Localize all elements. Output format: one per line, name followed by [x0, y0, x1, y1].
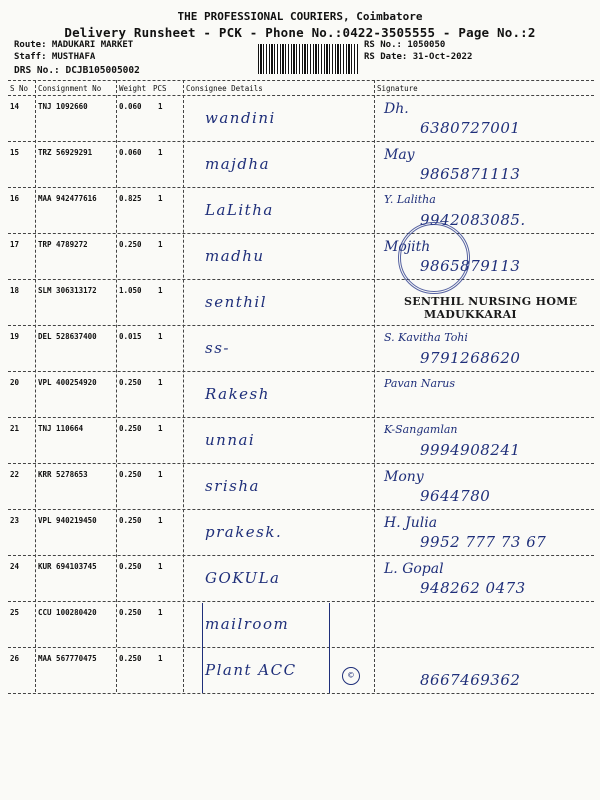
- row-consignee-name: Plant ACC: [205, 661, 297, 679]
- col-header-sno: S No: [10, 84, 29, 93]
- row-pcs: 1: [158, 102, 163, 111]
- runsheet-subtitle: Delivery Runsheet - PCK - Phone No.:0422-3505555 - Page No.:2: [64, 25, 536, 40]
- company-title: THE PROFESSIONAL COURIERS, Coimbatore: [177, 10, 423, 23]
- row-signature: Pavan Narus: [384, 377, 455, 390]
- row-weight: 0.250: [119, 516, 142, 525]
- row-pcs: 1: [158, 516, 163, 525]
- staff-label: Staff: MUSTHAFA: [14, 52, 96, 62]
- row-consignment-no: CCU 100280420: [38, 608, 97, 617]
- table-top-rule: [8, 80, 594, 81]
- row-pcs: 1: [158, 608, 163, 617]
- row-consignee-name: ss-: [205, 339, 230, 357]
- row-weight: 0.060: [119, 148, 142, 157]
- row-consignment-no: TRP 4789272: [38, 240, 88, 249]
- row-consignment-no: DEL 528637400: [38, 332, 97, 341]
- row-sno: 22: [10, 470, 20, 479]
- row-signature: Mony: [384, 469, 424, 485]
- row-weight: 0.250: [119, 424, 142, 433]
- row-phone: 6380727001: [420, 119, 521, 137]
- row-sno: 19: [10, 332, 20, 341]
- col-header-weight: Weight: [119, 84, 147, 93]
- row-weight: 0.250: [119, 608, 142, 617]
- row-weight: 0.250: [119, 562, 142, 571]
- row-signature: L. Gopal: [384, 561, 444, 577]
- row-divider: [8, 509, 594, 510]
- row-consignee-name: unnai: [205, 431, 256, 449]
- row-consignment-no: TNJ 1092660: [38, 102, 88, 111]
- row-consignee-name: Rakesh: [205, 385, 270, 403]
- row-weight: 0.825: [119, 194, 142, 203]
- row-weight: 1.050: [119, 286, 142, 295]
- row-sno: 18: [10, 286, 20, 295]
- row-divider: [8, 279, 594, 280]
- row-divider: [8, 417, 594, 418]
- row-pcs: 1: [158, 332, 163, 341]
- row-divider: [8, 141, 594, 142]
- row-consignee-name: wandini: [205, 109, 276, 127]
- row-divider: [8, 601, 594, 602]
- row-consignment-no: VPL 940219450: [38, 516, 97, 525]
- row-weight: 0.250: [119, 470, 142, 479]
- row-divider: [8, 233, 594, 234]
- rs-date: RS Date: 31-Oct-2022: [364, 52, 473, 62]
- row-phone: 948262 0473: [420, 579, 526, 597]
- row-divider: [8, 325, 594, 326]
- row-sno: 26: [10, 654, 20, 663]
- row-consignment-no: SLM 306313172: [38, 286, 97, 295]
- row-sno: 23: [10, 516, 20, 525]
- row-pcs: 1: [158, 654, 163, 663]
- row-signature: Mojith: [384, 239, 431, 255]
- row-weight: 0.250: [119, 378, 142, 387]
- row-sno: 25: [10, 608, 20, 617]
- row-consignee-name: majdha: [205, 155, 271, 173]
- row-divider: [8, 463, 594, 464]
- col-header-consignee: Consignee Details: [186, 84, 263, 93]
- row-pcs: 1: [158, 424, 163, 433]
- row-sno: 20: [10, 378, 20, 387]
- row-consignee-name: srisha: [205, 477, 260, 495]
- row-sno: 24: [10, 562, 20, 571]
- row-weight: 0.250: [119, 240, 142, 249]
- hospital-seal: [398, 222, 470, 294]
- rs-number: RS No.: 1050050: [364, 40, 446, 50]
- row-consignee-name: LaLitha: [205, 201, 274, 219]
- row-signature: H. Julia: [384, 515, 438, 531]
- row-pcs: 1: [158, 378, 163, 387]
- row-pcs: 1: [158, 286, 163, 295]
- row-consignee-name: GOKULa: [205, 569, 281, 587]
- row-signature: Dh.: [384, 101, 409, 117]
- row-weight: 0.060: [119, 102, 142, 111]
- row-consignee-name: mailroom: [205, 615, 290, 633]
- barcode: [258, 44, 358, 74]
- row-pcs: 1: [158, 470, 163, 479]
- row-pcs: 1: [158, 240, 163, 249]
- row-phone: 9644780: [420, 487, 491, 505]
- row-phone: 9865871113: [420, 165, 521, 183]
- row-consignment-no: KRR 5278653: [38, 470, 88, 479]
- row-sno: 15: [10, 148, 20, 157]
- row-phone: 9952 777 73 67: [420, 533, 547, 551]
- hospital-stamp-name: SENTHIL NURSING HOME: [404, 295, 578, 308]
- row-signature: Y. Lalitha: [384, 193, 436, 206]
- row-phone: 8667469362: [420, 671, 521, 689]
- row-consignment-no: MAA 567770475: [38, 654, 97, 663]
- row-consignee-name: madhu: [205, 247, 265, 265]
- table-header-rule: [8, 95, 594, 96]
- route-label: Route: MADUKARI MARKET: [14, 40, 134, 50]
- row-phone: 9994908241: [420, 441, 521, 459]
- row-sno: 21: [10, 424, 20, 433]
- row-sno: 16: [10, 194, 20, 203]
- row-consignment-no: KUR 694103745: [38, 562, 97, 571]
- row-consignment-no: TRZ 56929291: [38, 148, 93, 157]
- row-consignee-name: prakesk.: [205, 523, 283, 541]
- row-phone: 9791268620: [420, 349, 521, 367]
- row-consignee-name: senthil: [205, 293, 268, 311]
- row-pcs: 1: [158, 562, 163, 571]
- row-phone: 9865879113: [420, 257, 521, 275]
- row-pcs: 1: [158, 148, 163, 157]
- row-signature: May: [384, 147, 415, 163]
- row-consignment-no: MAA 942477616: [38, 194, 97, 203]
- row-divider: [8, 187, 594, 188]
- hospital-stamp-place: MADUKKARAI: [424, 308, 517, 321]
- row-signature: S. Kavitha Tohi: [384, 331, 468, 344]
- col-header-pcs: PCS: [153, 84, 167, 93]
- row-sno: 17: [10, 240, 20, 249]
- row-pcs: 1: [158, 194, 163, 203]
- row-weight: 0.250: [119, 654, 142, 663]
- row-sno: 14: [10, 102, 20, 111]
- col-header-signature: Signature: [377, 84, 418, 93]
- row-weight: 0.015: [119, 332, 142, 341]
- row-divider: [8, 693, 594, 694]
- row-signature: K-Sangamlan: [384, 423, 458, 436]
- row-consignment-no: TNJ 110664: [38, 424, 84, 433]
- row-divider: [8, 555, 594, 556]
- row-divider: [8, 371, 594, 372]
- col-header-consignment: Consignment No: [38, 84, 102, 93]
- hospital-stamp: [404, 295, 577, 321]
- drs-number: DRS No.: DCJB105005002: [14, 65, 140, 76]
- row26-mark: ©: [342, 667, 360, 685]
- row-consignment-no: VPL 400254920: [38, 378, 97, 387]
- handwritten-box: [202, 603, 330, 693]
- row-phone: 9942083085.: [420, 211, 526, 229]
